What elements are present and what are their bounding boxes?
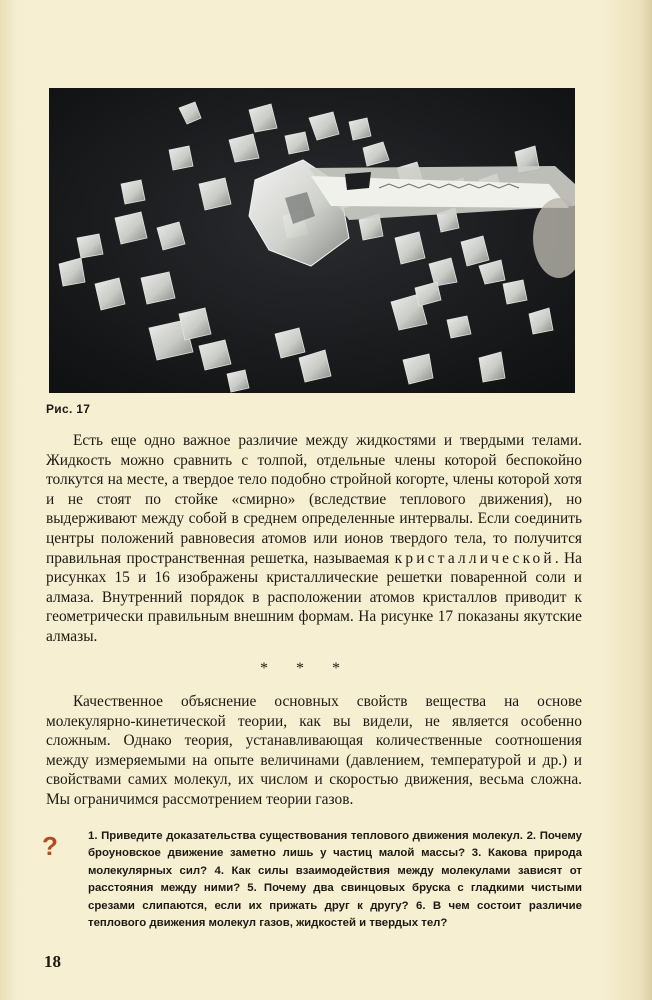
paragraph-crystals-part1: Есть еще одно важное различие между жидкостями и твердыми телами. Жидкость можно сравнить с толпой, отдельные члены которой беспокойно толкутся на месте, а твердое тело подобно стройной когорте, члены которой хотя и не стоят по стойке «смирно» (вследствие теплового движения), но выдерживают между собой в среднем определенные интервалы. Если соединить центры положений равновесия атомов или ионов твердого тела, то получится правильная пространственная решетка, называемая <box>46 432 582 567</box>
review-questions <box>88 828 582 932</box>
diamonds-photo <box>49 88 575 393</box>
question-item: 6. В чем состоит различие теплового движения молекул газов, жидкостей и твердых тел? <box>88 899 582 930</box>
paragraph-crystals-emphasis: кристаллической <box>394 549 555 567</box>
paragraph-crystals-part2: . На рисунках 15 и 16 изображены кристаллические решетки поваренной соли и алмаза. Внутренний порядок в расположении атомов кристаллов приводит к геометрически правильным внешним формам. На рисунке 17 показаны якутские алмазы. <box>46 549 582 645</box>
question-item: 3. Какова природа молекулярных сил? <box>88 847 582 877</box>
page-number: 18 <box>44 952 61 971</box>
question-item: 1. Приведите доказательства существования теплового движения молекул. <box>88 830 523 842</box>
paragraph-theory: Качественное объяснение основных свойств вещества на основе молекулярно-кинетической теории, как вы видели, не является особенно сложным. Однако теория, устанавливающая количественные соотношения между измеряемыми на опыте величинами (давлением, температурой и др.) и свойствами самих молекул, их числом и скоростью движения, весьма сложна. Мы ограничимся рассмотрением теории газов. <box>46 693 582 808</box>
paragraph-crystals <box>46 431 582 647</box>
diamonds-photo-icon <box>49 88 575 393</box>
section-separator: * * * <box>260 660 352 677</box>
figure-caption: Рис. 17 <box>46 402 91 416</box>
question-item: 5. Почему два свинцовых бруска с гладкими чистыми срезами слипаются, если их прижать друг к другу? <box>88 882 582 912</box>
questions-marker-icon: ? <box>42 831 58 861</box>
question-item: 2. Почему броуновское движение заметно лишь у частиц малой массы? <box>88 830 582 860</box>
question-item: 4. Как силы взаимодействия между молекулами зависят от расстояния между ними? <box>88 864 582 895</box>
